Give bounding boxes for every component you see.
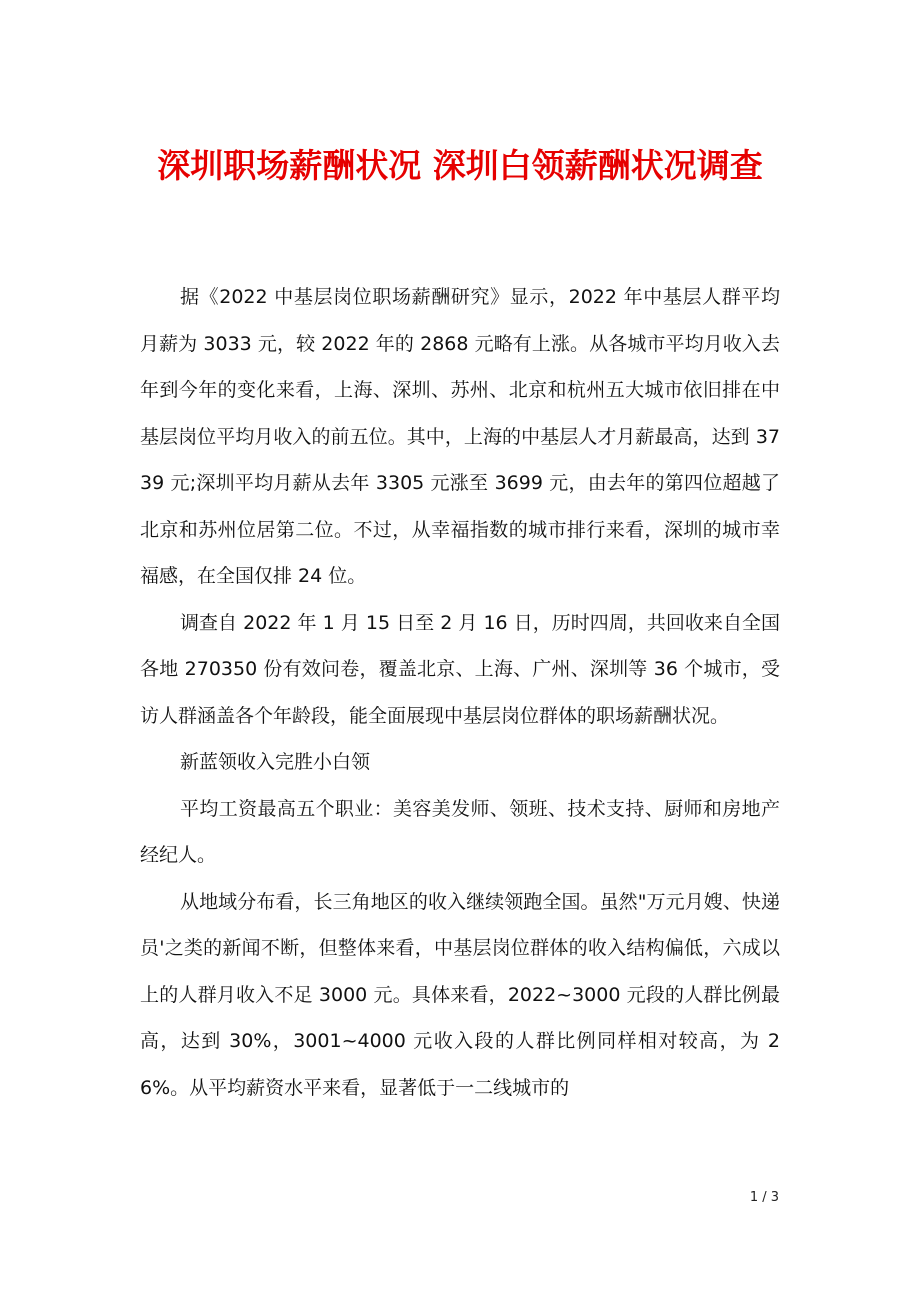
paragraph-subheading: 新蓝领收入完胜小白领 <box>180 751 371 773</box>
page-number: 1 / 3 <box>749 1190 779 1205</box>
paragraph-survey-scope: 调查自 2022 年 1 月 15 日至 2 月 16 日，历时四周，共回收来自全国各地 270350 份有效问卷，覆盖北京、上海、广州、深圳等 36 个城市，受访人群涵盖各个年龄段，能全面展现中基层岗位群体的职场薪酬状况。 <box>140 611 780 727</box>
paragraph-salary-study: 据《2022 中基层岗位职场薪酬研究》显示，2022 年中基层人群平均月薪为 3033 元，较 2022 年的 2868 元略有上涨。从各城市平均月收入去年到今年的变化来看，上海、深圳、苏州、北京和杭州五大城市依旧排在中基层岗位平均月收入的前五位。其中，上海的中基层人才月薪最高，达到 3739 元;深圳平均月薪从去年 3305 元涨至 3699 元，由去年的第四位超越了北京和苏州位居第二位。不过，从幸福指数的城市排行来看，深圳的城市幸福感，在全国仅排 24 位。 <box>140 286 780 587</box>
paragraph-regional-income: 从地域分布看，长三角地区的收入继续领跑全国。虽然"万元月嫂、快递员'之类的新闻不断，但整体来看，中基层岗位群体的收入结构偏低，六成以上的人群月收入不足 3000 元。具体来看，2022~3000 元段的人群比例最高，达到 30%，3001~4000 元收入段的人群比例同样相对较高，为 26%。从平均薪资水平来看，显著低于一二线城市的 <box>140 890 780 1099</box>
paragraph-top-jobs: 平均工资最高五个职业：美容美发师、领班、技术支持、厨师和房地产经纪人。 <box>140 797 780 866</box>
document-title: 深圳职场薪酬状况 深圳白领薪酬状况调查 <box>157 146 763 185</box>
document-body <box>140 274 780 1111</box>
